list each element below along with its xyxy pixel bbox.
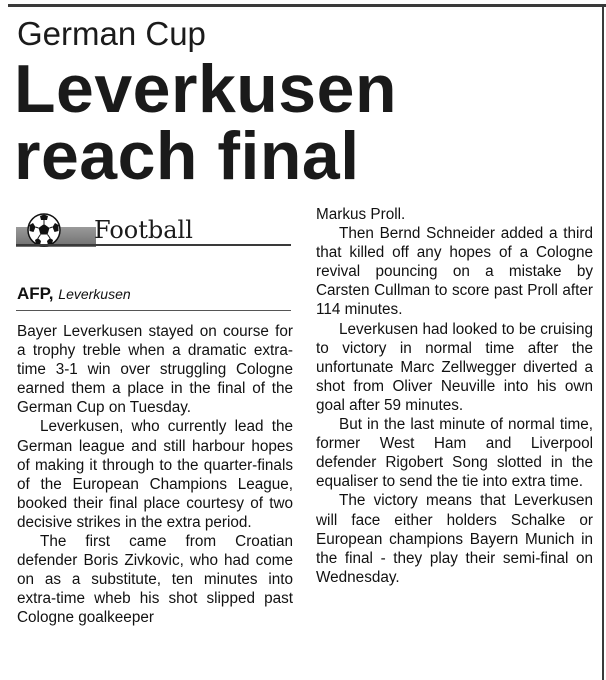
paragraph: The victory means that Leverkusen will face either holders Schalke or European champions Bayern Munich in the final - they play their semi-final on Wednesday. (316, 492, 593, 586)
byline-rule (16, 310, 291, 311)
byline-place: Leverkusen (58, 286, 131, 302)
byline (17, 283, 131, 305)
headline-line-2: reach final (14, 118, 360, 194)
paragraph: Bayer Leverkusen stayed on course for a trophy treble when a dramatic extra-time 3-1 win over struggling Cologne earned them a place in the final of the German Cup on Tuesday. (17, 323, 293, 417)
byline-agency: AFP, (17, 284, 54, 303)
article-column-left (17, 322, 293, 628)
kicker: German Cup (17, 15, 206, 52)
section-label: Football (94, 216, 193, 244)
football-icon (27, 213, 61, 247)
headline (14, 51, 594, 194)
paragraph: Then Bernd Schneider added a third that killed off any hopes of a Cologne revival pouncing on a mistake by Carsten Cullman to score past Proll after 114 minutes. (316, 225, 593, 319)
paragraph: Leverkusen had looked to be cruising to victory in normal time after the unfortunate Marc Zellwegger diverted a shot from Oliver Neuville into his own goal after 59 minutes. (316, 320, 593, 414)
paragraph: The first came from Croatian defender Boris Zivkovic, who had come on as a substitute, ten minutes into extra-time wheb his shot slipped past Cologne goalkeeper (17, 533, 293, 627)
top-border-rule (8, 4, 606, 7)
paragraph: Markus Proll. (316, 206, 406, 223)
paragraph: Leverkusen, who currently lead the German league and still harbour hopes of making it through to the quarter-finals of the European Champions League, booked their final place courtesy of two decisive strikes in the extra period. (17, 418, 293, 531)
paragraph: But in the last minute of normal time, former West Ham and Liverpool defender Rigobert Song slotted in the equaliser to send the tie into extra time. (316, 416, 593, 491)
section-underline (16, 244, 291, 246)
section-header (16, 213, 291, 246)
right-border-rule (602, 4, 604, 680)
headline-line-1: Leverkusen (14, 51, 397, 127)
article-column-right (316, 205, 593, 587)
